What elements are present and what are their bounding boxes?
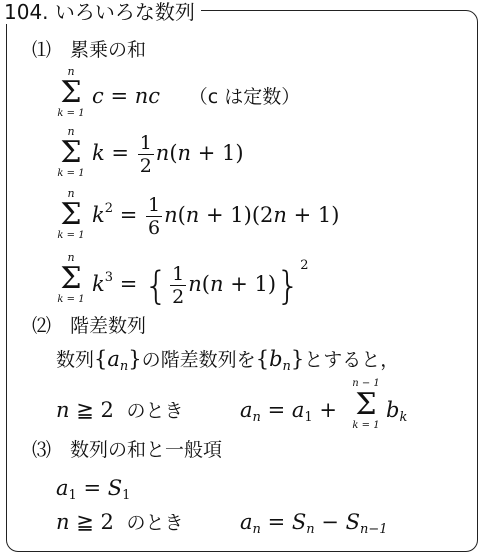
sigma-3: n Σ k = 1: [57, 187, 85, 241]
formula-sum-k-cubed: $k^3$ = { $\frac{1}{2}$ n(n + 1)}$^2$: [92, 258, 309, 308]
fraction-half-2: $\frac{1}{2}$: [172, 263, 185, 308]
difference-condition: n ≧ 2 のとき: [56, 398, 184, 422]
sigma-1-upper: n: [67, 65, 75, 78]
formula-b-k: $b_k$: [386, 398, 408, 425]
sigma-1: n Σ k = 1: [57, 65, 85, 119]
sigma-4: n Σ k = 1: [57, 251, 85, 305]
difference-sequence-statement: 数列$\{a_n\}$の階差数列を$\{b_n\}$とすると，: [56, 347, 400, 374]
sigma-5-upper: n − 1: [352, 378, 380, 389]
sigma-5: n − 1 Σ k = 1: [348, 378, 384, 432]
section-2-heading: ⑵ 階差数列: [32, 315, 147, 337]
page-title: 104. いろいろな数列: [2, 0, 201, 24]
sigma-1-lower: k = 1: [57, 108, 85, 119]
formula-sum-k: k = $\frac{1}{2}$ n(n + 1): [92, 132, 244, 177]
formula-first-term: $a_1 = S_1$: [56, 476, 131, 503]
section-3-heading: ⑶ 数列の和と一般項: [32, 439, 223, 461]
section-1-heading: ⑴ 累乗の和: [32, 39, 147, 61]
formula-sum-k-squared: $k^2$ = $\frac{1}{6}$ n(n + 1)(2n + 1): [92, 194, 340, 239]
formula-sum-constant: c = nc （c は定数）: [92, 84, 301, 108]
fraction-half: $\frac{1}{2}$: [139, 132, 152, 177]
sum-condition: n ≧ 2 のとき: [56, 510, 184, 534]
formula-general-term-difference: $a_n = a_1$ +: [240, 398, 337, 425]
formula-general-term-sum: $a_n = S_n - S_{n-1}$: [240, 510, 388, 537]
constant-note: （c は定数）: [188, 86, 301, 108]
fraction-sixth: $\frac{1}{6}$: [147, 194, 161, 239]
sigma-5-lower: k = 1: [352, 420, 380, 431]
sigma-2: n Σ k = 1: [57, 125, 85, 179]
